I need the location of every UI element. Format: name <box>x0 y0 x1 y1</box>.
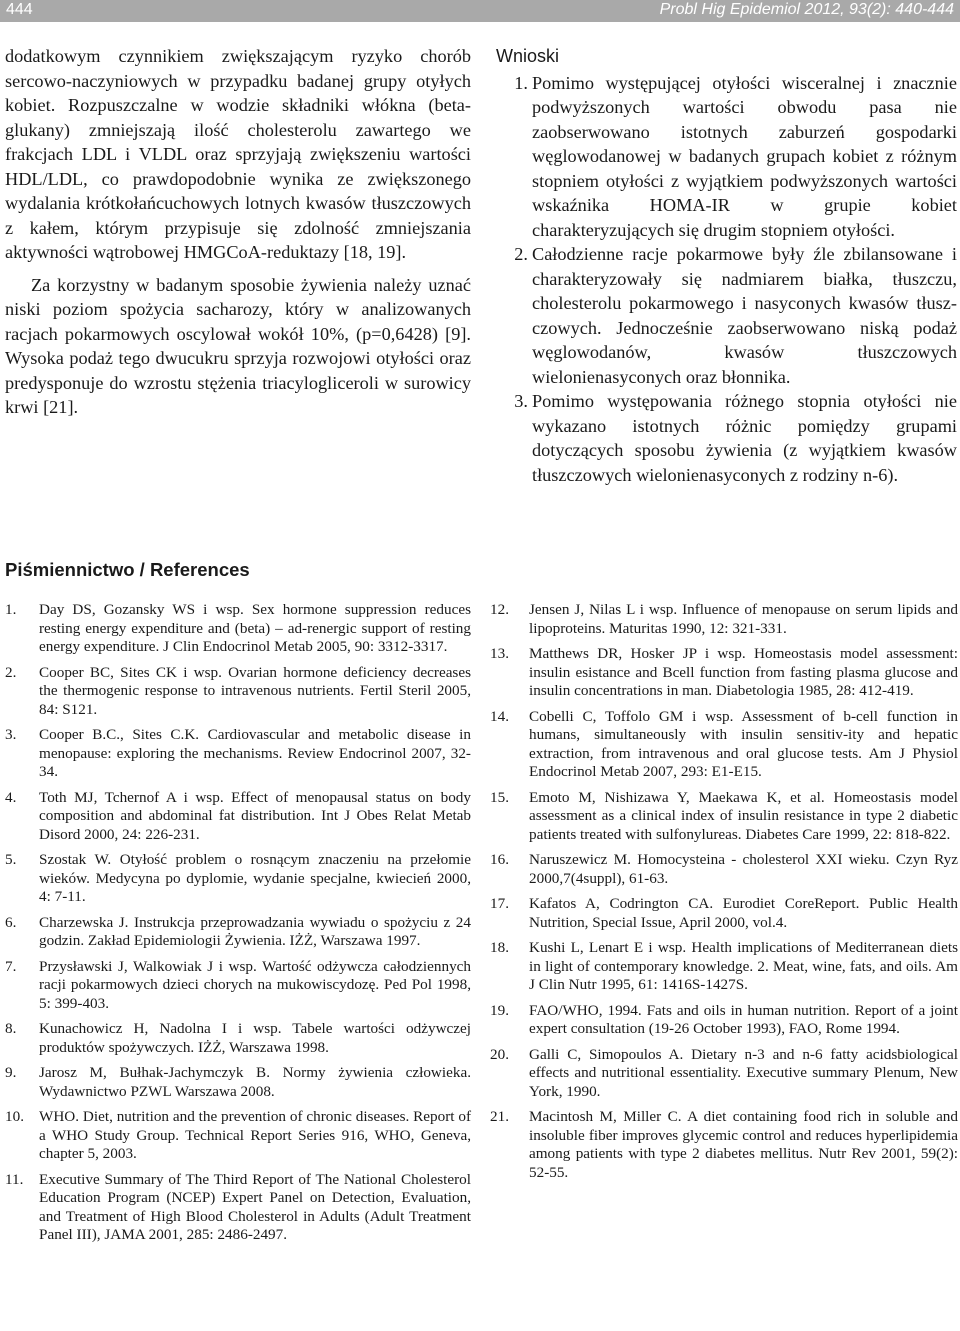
reference-number: 4. <box>5 788 17 806</box>
conclusion-text: Pomimo występowania różnego stopnia otyłości nie wykazano istotnych różnic pomiędzy grupami dotyczących sposobu żywienia (z wyjątkiem kwasów tłuszczowych wielonienasyconych z rodziny n-6). <box>532 391 957 485</box>
reference-number: 10. <box>5 1108 24 1125</box>
body-paragraph: Za korzystny w badanym sposobie żywienia należy uznać niski poziom spożycia sacharozy, który w analizowanych racjach pokarmowych oscylował wokół 10%, (p=0,6428) [9]. Wysoka podaż tego dwucukru sprzyja rozwojowi otyłości oraz predysponuje do wzrostu stężenia triacylogliceroli w surowicy krwi [21]. <box>5 274 471 417</box>
reference-text: Executive Summary of The Third Report of The National Cholesterol Education Program (NCEP) Expert Panel on Detection, Evaluation, and Treatment of High Blood Cholesterol in Adults (Adult Treatment Panel III), JAMA 2001, 285: 2486-2497. <box>39 1170 471 1243</box>
reference-number: 20. <box>490 1045 509 1063</box>
reference-text: FAO/WHO, 1994. Fats and oils in human nutrition. Report of a joint expert consultation (19-26 October 1993), FAO, Rome 1994. <box>529 1001 958 1037</box>
reference-text: Jarosz M, Bułhak-Jachymczyk B. Normy żywienia człowieka. Wydawnictwo PZWL Warszawa 2008. <box>39 1064 471 1100</box>
reference-number: 18. <box>490 939 509 956</box>
references-title: Piśmiennictwo / References <box>5 559 250 580</box>
reference-item <box>5 664 471 720</box>
reference-number: 11. <box>5 1170 24 1188</box>
reference-text: Matthews DR, Hosker JP i wsp. Homeostasis model assessment: insulin esistance and Bcell function from fasting plasma glucose and insulin concentrations in man. Diabetologia 1985, 28: 412-419. <box>529 645 958 699</box>
reference-text: Cobelli C, Toffolo GM i wsp. Assessment of b-cell function in humans, simultaneously with insulin sensitiv-ity and hepatic extraction, from intravenous and oral glucose tests. Am J Physiol Endocrinol Metab 2007, 293: E1-E15. <box>529 707 958 780</box>
body-left-column <box>5 44 471 420</box>
reference-item <box>5 1064 471 1101</box>
reference-text: Emoto M, Nishizawa Y, Maekawa K, et al. Homeostasis model assessment as a clinical index of insulin resistance in type 2 diabetic patients treated with sulfonylureas. Diabetes Care 1999, 22: 818-822. <box>529 788 958 843</box>
reference-number: 9. <box>5 1064 17 1081</box>
reference-item <box>490 645 958 701</box>
reference-number: 17. <box>490 895 509 912</box>
reference-item <box>490 1046 958 1102</box>
reference-text: Galli C, Simopoulos A. Dietary n-3 and n-6 fatty acidsbiological effects and nutritional essentiality. Executive summary Plenum, New York, 1990. <box>529 1045 958 1100</box>
reference-number: 3. <box>5 726 17 743</box>
reference-text: Kunachowicz H, Nadolna I i wsp. Tabele wartości odżywczej produktów spożywczych. IŻŻ, Warszawa 1998. <box>39 1020 471 1056</box>
reference-text: Toth MJ, Tchernof A i wsp. Effect of menopausal status on body composition and abdominal fat distribution. Int J Obes Relat Metab Disord 2000, 24: 226-231. <box>39 788 471 843</box>
reference-item <box>5 601 471 657</box>
reference-item <box>5 958 471 1014</box>
reference-item <box>5 726 471 782</box>
reference-text: WHO. Diet, nutrition and the prevention of chronic diseases. Report of a WHO Study Group. Technical Report Series 916, WHO, Geneva, chapter 5, 2003. <box>39 1108 471 1162</box>
reference-item <box>490 601 958 638</box>
conclusion-number: 3. <box>514 391 528 411</box>
conclusion-item <box>496 389 957 487</box>
reference-item <box>5 1020 471 1057</box>
reference-number: 21. <box>490 1108 509 1125</box>
reference-number: 1. <box>5 601 17 618</box>
reference-item <box>490 1002 958 1039</box>
reference-number: 2. <box>5 663 17 681</box>
conclusion-number: 2. <box>514 244 528 264</box>
reference-text: Charzewska J. Instrukcja przeprowadzania wywiadu o spożyciu z 24 godzin. Zakład Epidemiologii Żywienia. IŻŻ, Warszawa 1997. <box>39 913 471 949</box>
reference-text: Cooper BC, Sites CK i wsp. Ovarian hormone deficiency decreases the thermogenic response to intravenous nutrients. Fertil Steril 2005, 84: S121. <box>39 663 471 718</box>
conclusion-text: Pomimo występującej otyłości wisceralnej i znacznie podwyższonych wartości obwodu pasa nie zaobserwowano istotnych zaburzeń gospodarki węglowodanowej w badanych grupach kobiet z różnym stopniem otyłości z wyjątkiem podwyższonych wartości wskaźnika HOMA-IR w grupie kobiet charakteryzujących się drugim stopniem otyłości. <box>532 72 957 240</box>
reference-text: Przysławski J, Walkowiak J i wsp. Wartość odżywcza całodziennych racji pokarmowych dzieci chorych na mukowiscydozę. Ped Pol 1998, 5: 399-403. <box>39 957 471 1012</box>
reference-item <box>490 1108 958 1182</box>
reference-text: Macintosh M, Miller C. A diet containing food rich in soluble and insoluble fiber improves glycemic control and reduces hyperlipidemia among patients with type 2 diabetes mellitus. Nutr Rev 2001, 59(2): 52-55. <box>529 1108 958 1181</box>
references-left-column <box>5 601 471 1252</box>
reference-text: Kafatos A, Codrington CA. Eurodiet CoreReport. Public Health Nutrition, Special Issue, April 2000, vol.4. <box>529 895 958 931</box>
reference-number: 7. <box>5 957 17 975</box>
reference-item <box>5 1171 471 1245</box>
page-header <box>0 0 960 22</box>
reference-number: 6. <box>5 913 17 931</box>
reference-item <box>490 851 958 888</box>
conclusion-item <box>496 71 957 243</box>
reference-item <box>5 851 471 907</box>
reference-item <box>490 939 958 995</box>
page-number: 444 <box>6 1 33 18</box>
reference-number: 14. <box>490 707 509 725</box>
reference-number: 19. <box>490 1001 509 1019</box>
reference-item <box>490 895 958 932</box>
reference-item <box>5 1108 471 1164</box>
reference-item <box>5 914 471 951</box>
conclusion-number: 1. <box>514 72 528 93</box>
reference-number: 16. <box>490 851 509 868</box>
reference-number: 13. <box>490 645 509 662</box>
reference-text: Cooper B.C., Sites C.K. Cardiovascular and metabolic disease in menopause: exploring the mechanisms. Review Endocrinol 2007, 32-34. <box>39 726 471 780</box>
reference-number: 12. <box>490 601 509 618</box>
reference-text: Jensen J, Nilas L i wsp. Influence of menopause on serum lipids and lipoproteins. Maturitas 1990, 12: 321-331. <box>529 601 958 637</box>
reference-text: Naruszewicz M. Homocysteina - cholesterol XXI wieku. Czyn Ryz 2000,7(4suppl), 61-63. <box>529 851 958 887</box>
conclusions-heading: Wnioski <box>496 46 560 66</box>
references-right-column <box>490 601 958 1189</box>
body-paragraph: dodatkowym czynnikiem zwiększającym ryzyko chorób sercowo-naczyniowych w przypadku badanej grupy otyłych kobiet. Rozpuszczalne w wodzie składniki włókna (beta-glukany) zmniejszają ilość cholesterolu zawartego we frakcjach LDL i VLDL oraz sprzyjają zwiększeniu wartości HDL/LDL, co prawdopodobnie wynika ze zwiększonego wydalania krótkołańcuchowych lotnych kwasów tłuszczowych z kałem, którym przypisuje się zdolność zmniejszania aktywności wątrobowej HMGCoA-reduktazy [18, 19]. <box>5 46 471 262</box>
conclusion-item <box>496 242 957 389</box>
conclusion-text: Całodzienne racje pokarmowe były źle zbilansowane i charakteryzowały się nadmiarem białka, tłuszczu, cholesterolu pokarmowego i nasyconych kwasów tłusz-czowych. Jednocześnie zaobserwowano niską podaż węglowodanów, kwasów tłuszczowych wielonienasyconych oraz błonnika. <box>532 244 957 387</box>
reference-item <box>490 708 958 782</box>
conclusions-section <box>496 44 957 487</box>
reference-text: Szostak W. Otyłość problem o rosnącym znaczeniu na przełomie wieków. Medycyna po dyplomie, wydanie specjalne, kwiecień 2000, 4: 7-11. <box>39 851 471 905</box>
reference-number: 5. <box>5 851 17 868</box>
reference-item <box>490 789 958 845</box>
reference-text: Kushi L, Lenart E i wsp. Health implications of Mediterranean diets in light of contemporary knowledge. 2. Meat, wine, fats, and oils. Am J Clin Nutr 1995, 61: 1416S-1427S. <box>529 939 958 993</box>
reference-text: Day DS, Gozansky WS i wsp. Sex hormone suppression reduces resting energy expenditure and (beta) – ad-renergic support of resting energy expenditure. J Clin Endocrinol Metab 2005, 90: 3312-3317. <box>39 601 471 655</box>
reference-item <box>5 789 471 845</box>
reference-number: 15. <box>490 788 509 806</box>
journal-citation: Probl Hig Epidemiol 2012, 93(2): 440-444 <box>659 1 954 18</box>
reference-number: 8. <box>5 1020 17 1037</box>
